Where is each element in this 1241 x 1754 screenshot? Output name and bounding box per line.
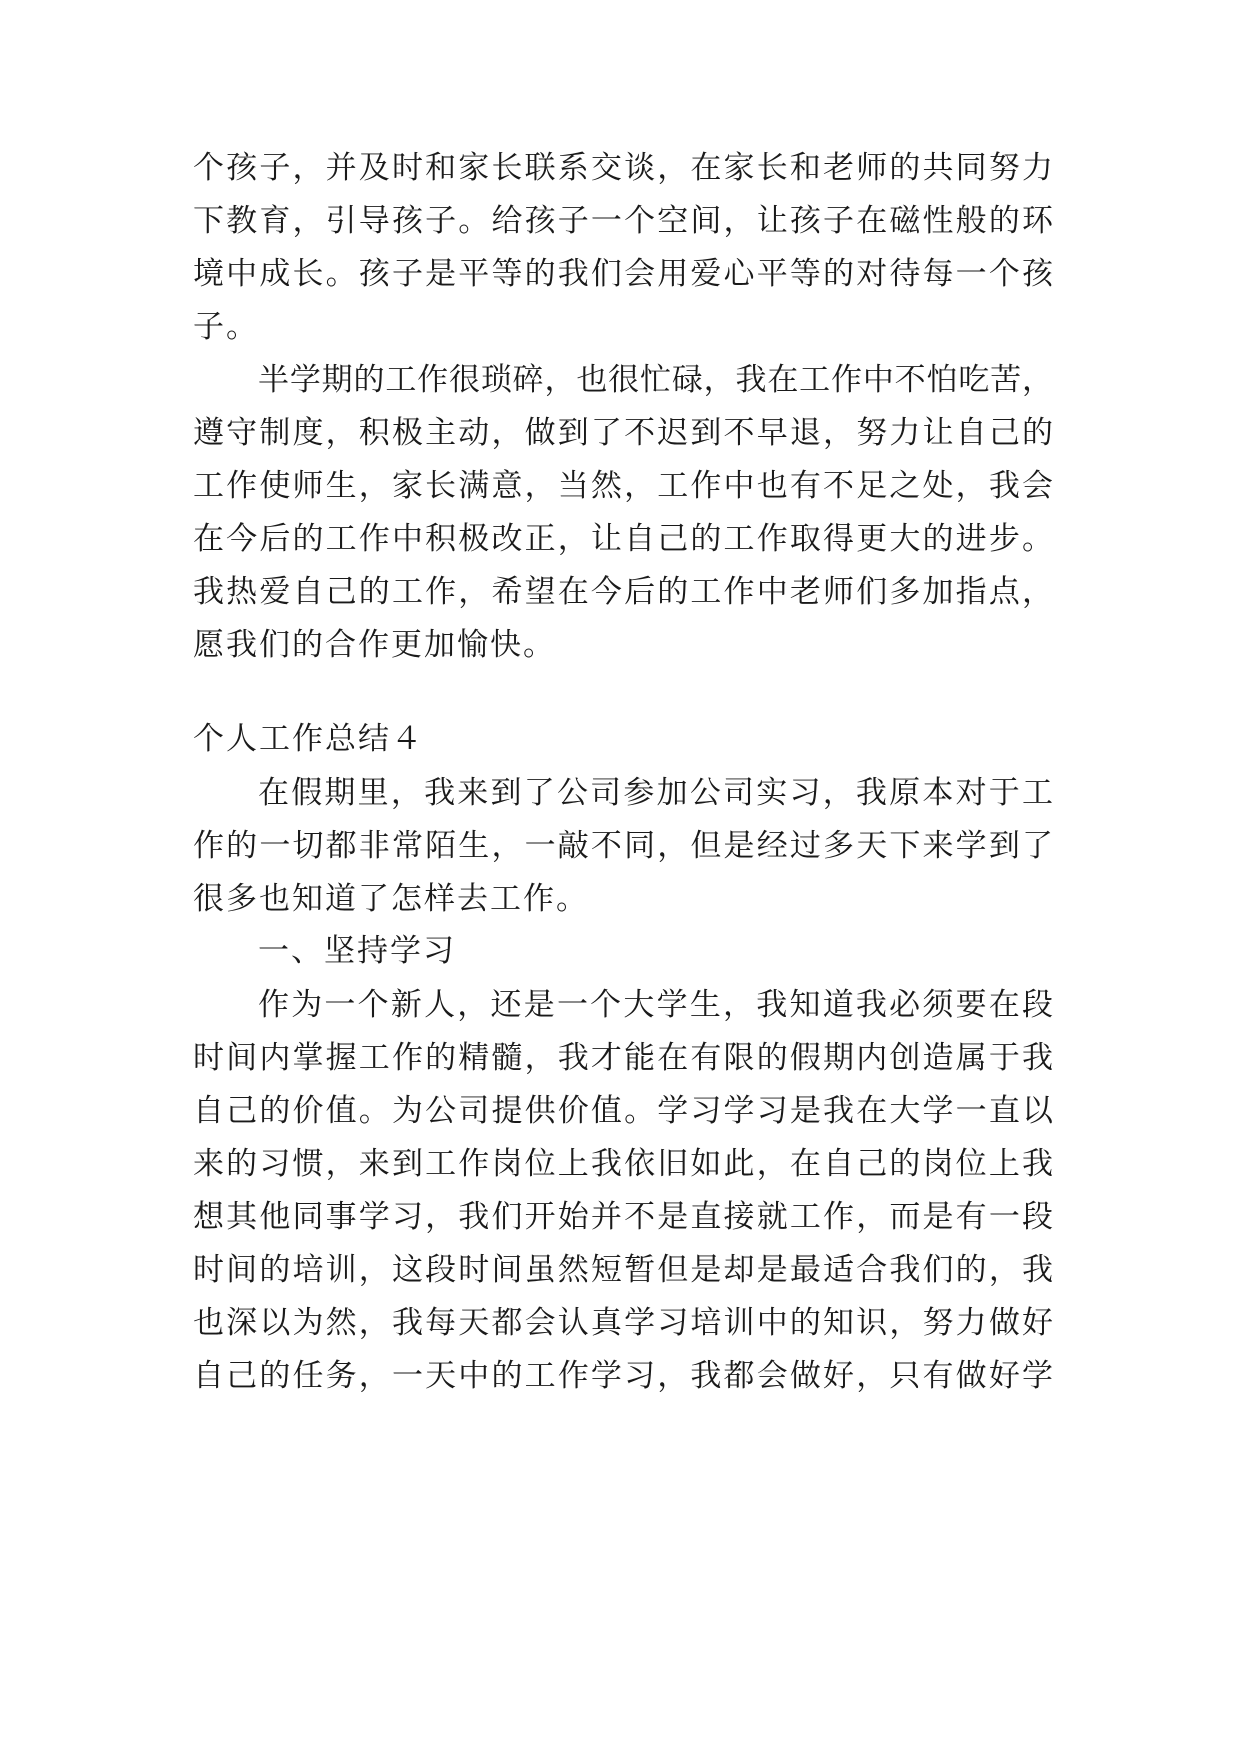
text-line: 也深以为然，我每天都会认真学习培训中的知识，努力做好 — [193, 1305, 1053, 1341]
document-page — [193, 0, 1053, 1754]
text-line: 自己的任务，一天中的工作学习，我都会做好，只有做好学 — [193, 1358, 1053, 1394]
text-line: 作的一切都非常陌生，一敲不同，但是经过多天下来学到了 — [193, 828, 1053, 864]
text-line: 很多也知道了怎样去工作。 — [193, 881, 589, 917]
text-line: 来的习惯，来到工作岗位上我依旧如此，在自己的岗位上我 — [193, 1146, 1053, 1182]
section-heading: 个人工作总结４ — [193, 721, 424, 757]
subsection-heading: 一、坚持学习 — [258, 933, 456, 969]
text-line: 下教育，引导孩子。给孩子一个空间，让孩子在磁性般的环 — [193, 203, 1053, 239]
text-line: 时间内掌握工作的精髓，我才能在有限的假期内创造属于我 — [193, 1040, 1053, 1076]
text-line: 工作使师生，家长满意，当然，工作中也有不足之处，我会 — [193, 468, 1053, 504]
text-line: 我热爱自己的工作，希望在今后的工作中老师们多加指点， — [193, 574, 1053, 610]
text-line: 想其他同事学习，我们开始并不是直接就工作，而是有一段 — [193, 1199, 1053, 1235]
text-line: 境中成长。孩子是平等的我们会用爱心平等的对待每一个孩 — [193, 256, 1053, 292]
paragraph-first-line: 作为一个新人，还是一个大学生，我知道我必须要在段 — [258, 987, 1053, 1023]
paragraph-first-line: 半学期的工作很琐碎，也很忙碌，我在工作中不怕吃苦， — [258, 362, 1053, 398]
text-line: 遵守制度，积极主动，做到了不迟到不早退，努力让自己的 — [193, 415, 1053, 451]
paragraph-first-line: 在假期里，我来到了公司参加公司实习，我原本对于工 — [258, 775, 1053, 811]
text-line: 子。 — [193, 309, 259, 345]
text-line: 在今后的工作中积极改正，让自己的工作取得更大的进步。 — [193, 521, 1053, 557]
text-line: 个孩子，并及时和家长联系交谈，在家长和老师的共同努力 — [193, 150, 1053, 186]
text-line: 愿我们的合作更加愉快。 — [193, 627, 556, 663]
text-line: 自己的价值。为公司提供价值。学习学习是我在大学一直以 — [193, 1093, 1053, 1129]
text-line: 时间的培训，这段时间虽然短暂但是却是最适合我们的，我 — [193, 1252, 1053, 1288]
